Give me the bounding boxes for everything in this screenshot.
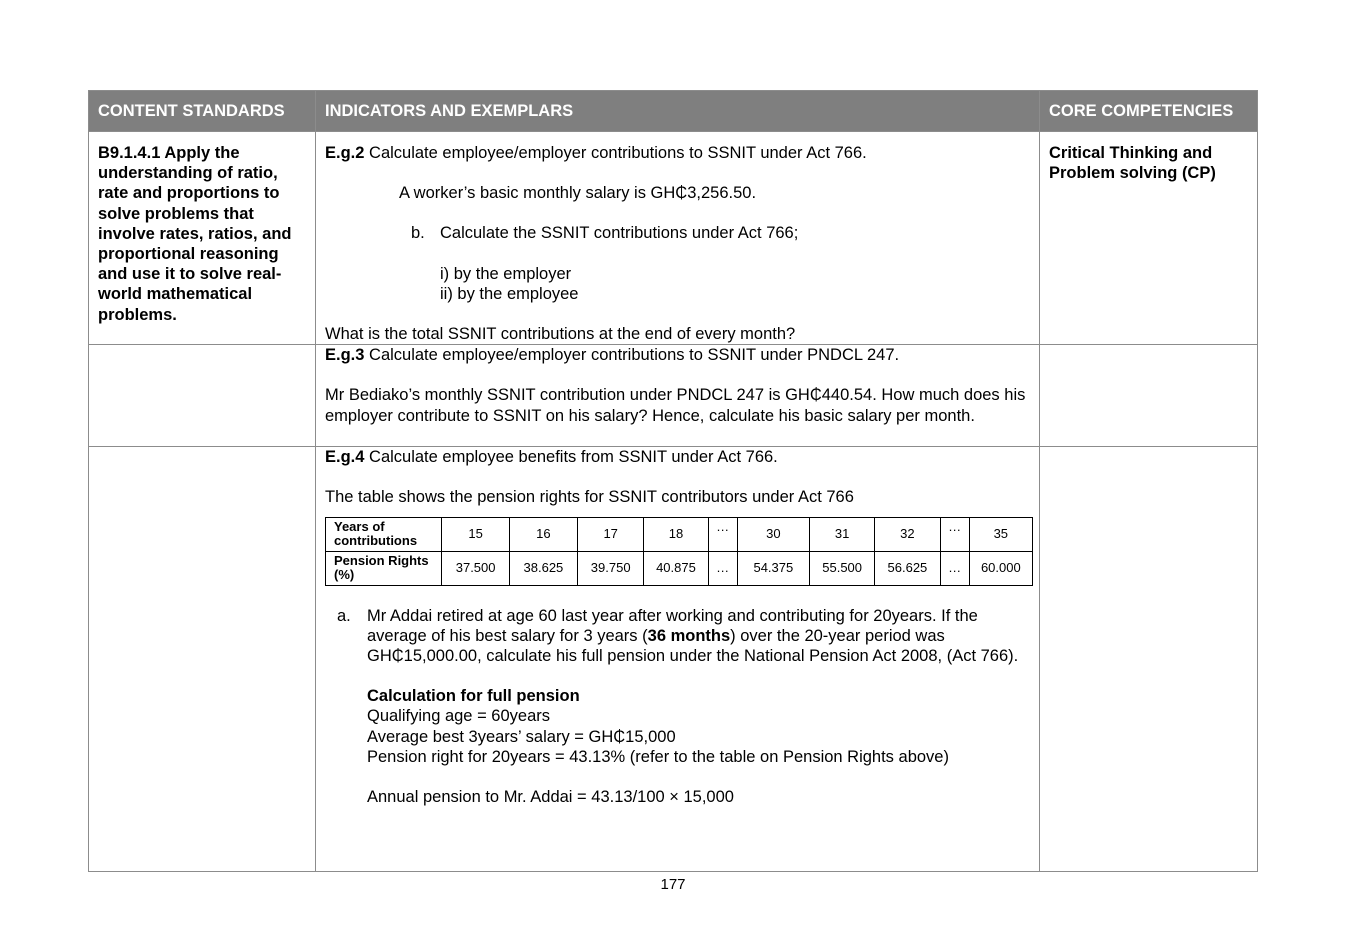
years-cell: … bbox=[708, 517, 737, 551]
years-row-header: Years of contributions bbox=[326, 517, 442, 551]
competency-cell bbox=[1040, 132, 1258, 345]
years-row bbox=[326, 517, 1033, 551]
empty-competency-cell-2 bbox=[1040, 345, 1258, 447]
eg4-label: E.g.4 bbox=[325, 448, 365, 467]
item-b-marker: b. bbox=[411, 224, 425, 243]
header-row bbox=[89, 91, 1258, 132]
row-eg3 bbox=[89, 345, 1258, 447]
rights-row-header: Pension Rights (%) bbox=[326, 551, 442, 585]
item-a-text bbox=[367, 606, 1030, 667]
item-a-post: ) over the 20-year period was GH₵15,000.00, calculate his full pension under the National Pension Act 2008, (Act 766). bbox=[367, 626, 1019, 666]
years-cell: … bbox=[940, 517, 969, 551]
years-cell: 17 bbox=[578, 517, 644, 551]
indicators-cell-eg4 bbox=[316, 447, 1040, 872]
years-cell: 35 bbox=[969, 517, 1032, 551]
eg3-text: Calculate employee/employer contributions to SSNIT under PNDCL 247. bbox=[364, 346, 900, 365]
eg4-item-a bbox=[325, 606, 1030, 808]
eg2-salary: A worker’s basic monthly salary is GH₵3,256.50. bbox=[399, 184, 757, 203]
calc-line: Average best 3years’ salary = GH₵15,000 bbox=[367, 727, 676, 746]
header-core-competencies: CORE COMPETENCIES bbox=[1040, 91, 1258, 132]
page-number: 177 bbox=[660, 876, 686, 893]
eg2-label: E.g.2 bbox=[325, 144, 365, 162]
eg3-label: E.g.3 bbox=[325, 346, 365, 365]
competency-text: Critical Thinking and Problem solving (CP) bbox=[1049, 144, 1216, 183]
rights-cell: 38.625 bbox=[509, 551, 577, 585]
rights-cell: 37.500 bbox=[442, 551, 509, 585]
header-content-standards: CONTENT STANDARDS bbox=[89, 91, 316, 132]
years-cell: 18 bbox=[644, 517, 708, 551]
years-cell: 30 bbox=[737, 517, 809, 551]
rights-cell: 54.375 bbox=[737, 551, 809, 585]
indicators-cell-eg2 bbox=[316, 132, 1040, 345]
item-a-bold: 36 months bbox=[647, 626, 731, 645]
years-cell: 15 bbox=[442, 517, 509, 551]
sub-item-i: i) by the employer bbox=[440, 264, 572, 283]
calc-line: Qualifying age = 60years bbox=[367, 707, 550, 726]
eg4-intro: The table shows the pension rights for SSNIT contributors under Act 766 bbox=[325, 488, 854, 507]
rights-cell: 55.500 bbox=[810, 551, 875, 585]
item-a-marker: a. bbox=[337, 606, 351, 625]
rights-cell: 39.750 bbox=[578, 551, 644, 585]
calc-line: Pension right for 20years = 43.13% (refer to the table on Pension Rights above) bbox=[367, 747, 949, 766]
years-cell: 16 bbox=[509, 517, 577, 551]
calc-title: Calculation for full pension bbox=[367, 687, 580, 706]
empty-competency-cell-3 bbox=[1040, 447, 1258, 872]
rights-cell: 56.625 bbox=[875, 551, 940, 585]
calc-line: Annual pension to Mr. Addai = 43.13/100 × 15,000 bbox=[367, 788, 734, 807]
years-cell: 32 bbox=[875, 517, 940, 551]
empty-standard-cell-3 bbox=[89, 447, 316, 872]
eg2-text: Calculate employee/employer contributions to SSNIT under Act 766. bbox=[364, 144, 867, 162]
indicators-cell-eg3 bbox=[316, 345, 1040, 447]
item-a-pre: Mr Addai retired at age 60 last year after working and contributing for 20years. If the average of his best salary for 3 years ( bbox=[367, 606, 978, 645]
years-cell: 31 bbox=[810, 517, 875, 551]
eg2-question: What is the total SSNIT contributions at the end of every month? bbox=[325, 325, 796, 344]
sub-item-ii: ii) by the employee bbox=[440, 284, 579, 303]
pension-rights-table bbox=[325, 517, 1033, 586]
empty-standard-cell-2 bbox=[89, 345, 316, 447]
header-indicators-exemplars: INDICATORS AND EXEMPLARS bbox=[316, 91, 1040, 132]
eg2-heading bbox=[325, 143, 1030, 163]
rights-row bbox=[326, 551, 1033, 585]
rights-cell: 40.875 bbox=[644, 551, 708, 585]
row-eg2 bbox=[89, 132, 1258, 345]
eg2-item-b bbox=[325, 223, 1030, 243]
eg4-text: Calculate employee benefits from SSNIT under Act 766. bbox=[364, 448, 778, 467]
eg3-heading bbox=[325, 345, 1030, 365]
rights-cell: … bbox=[708, 551, 737, 585]
eg3-paragraph: Mr Bediako’s monthly SSNIT contribution under PNDCL 247 is GH₵440.54. How much does his employer contribute to SSNIT on his salary? Hence, calculate his basic salary per month. bbox=[325, 386, 1026, 425]
item-b-text: Calculate the SSNIT contributions under Act 766; bbox=[440, 224, 799, 243]
content-standard-text: B9.1.4.1 Apply the understanding of ratio, rate and proportions to solve problems that involve rates, ratios, and proportional reasoning and use it to solve real-world mathematical problems. bbox=[98, 144, 292, 324]
row-eg4 bbox=[89, 447, 1258, 872]
curriculum-table bbox=[88, 90, 1258, 872]
content-standard-cell bbox=[89, 132, 316, 345]
eg4-heading bbox=[325, 447, 1030, 467]
rights-cell: … bbox=[940, 551, 969, 585]
rights-cell: 60.000 bbox=[969, 551, 1032, 585]
